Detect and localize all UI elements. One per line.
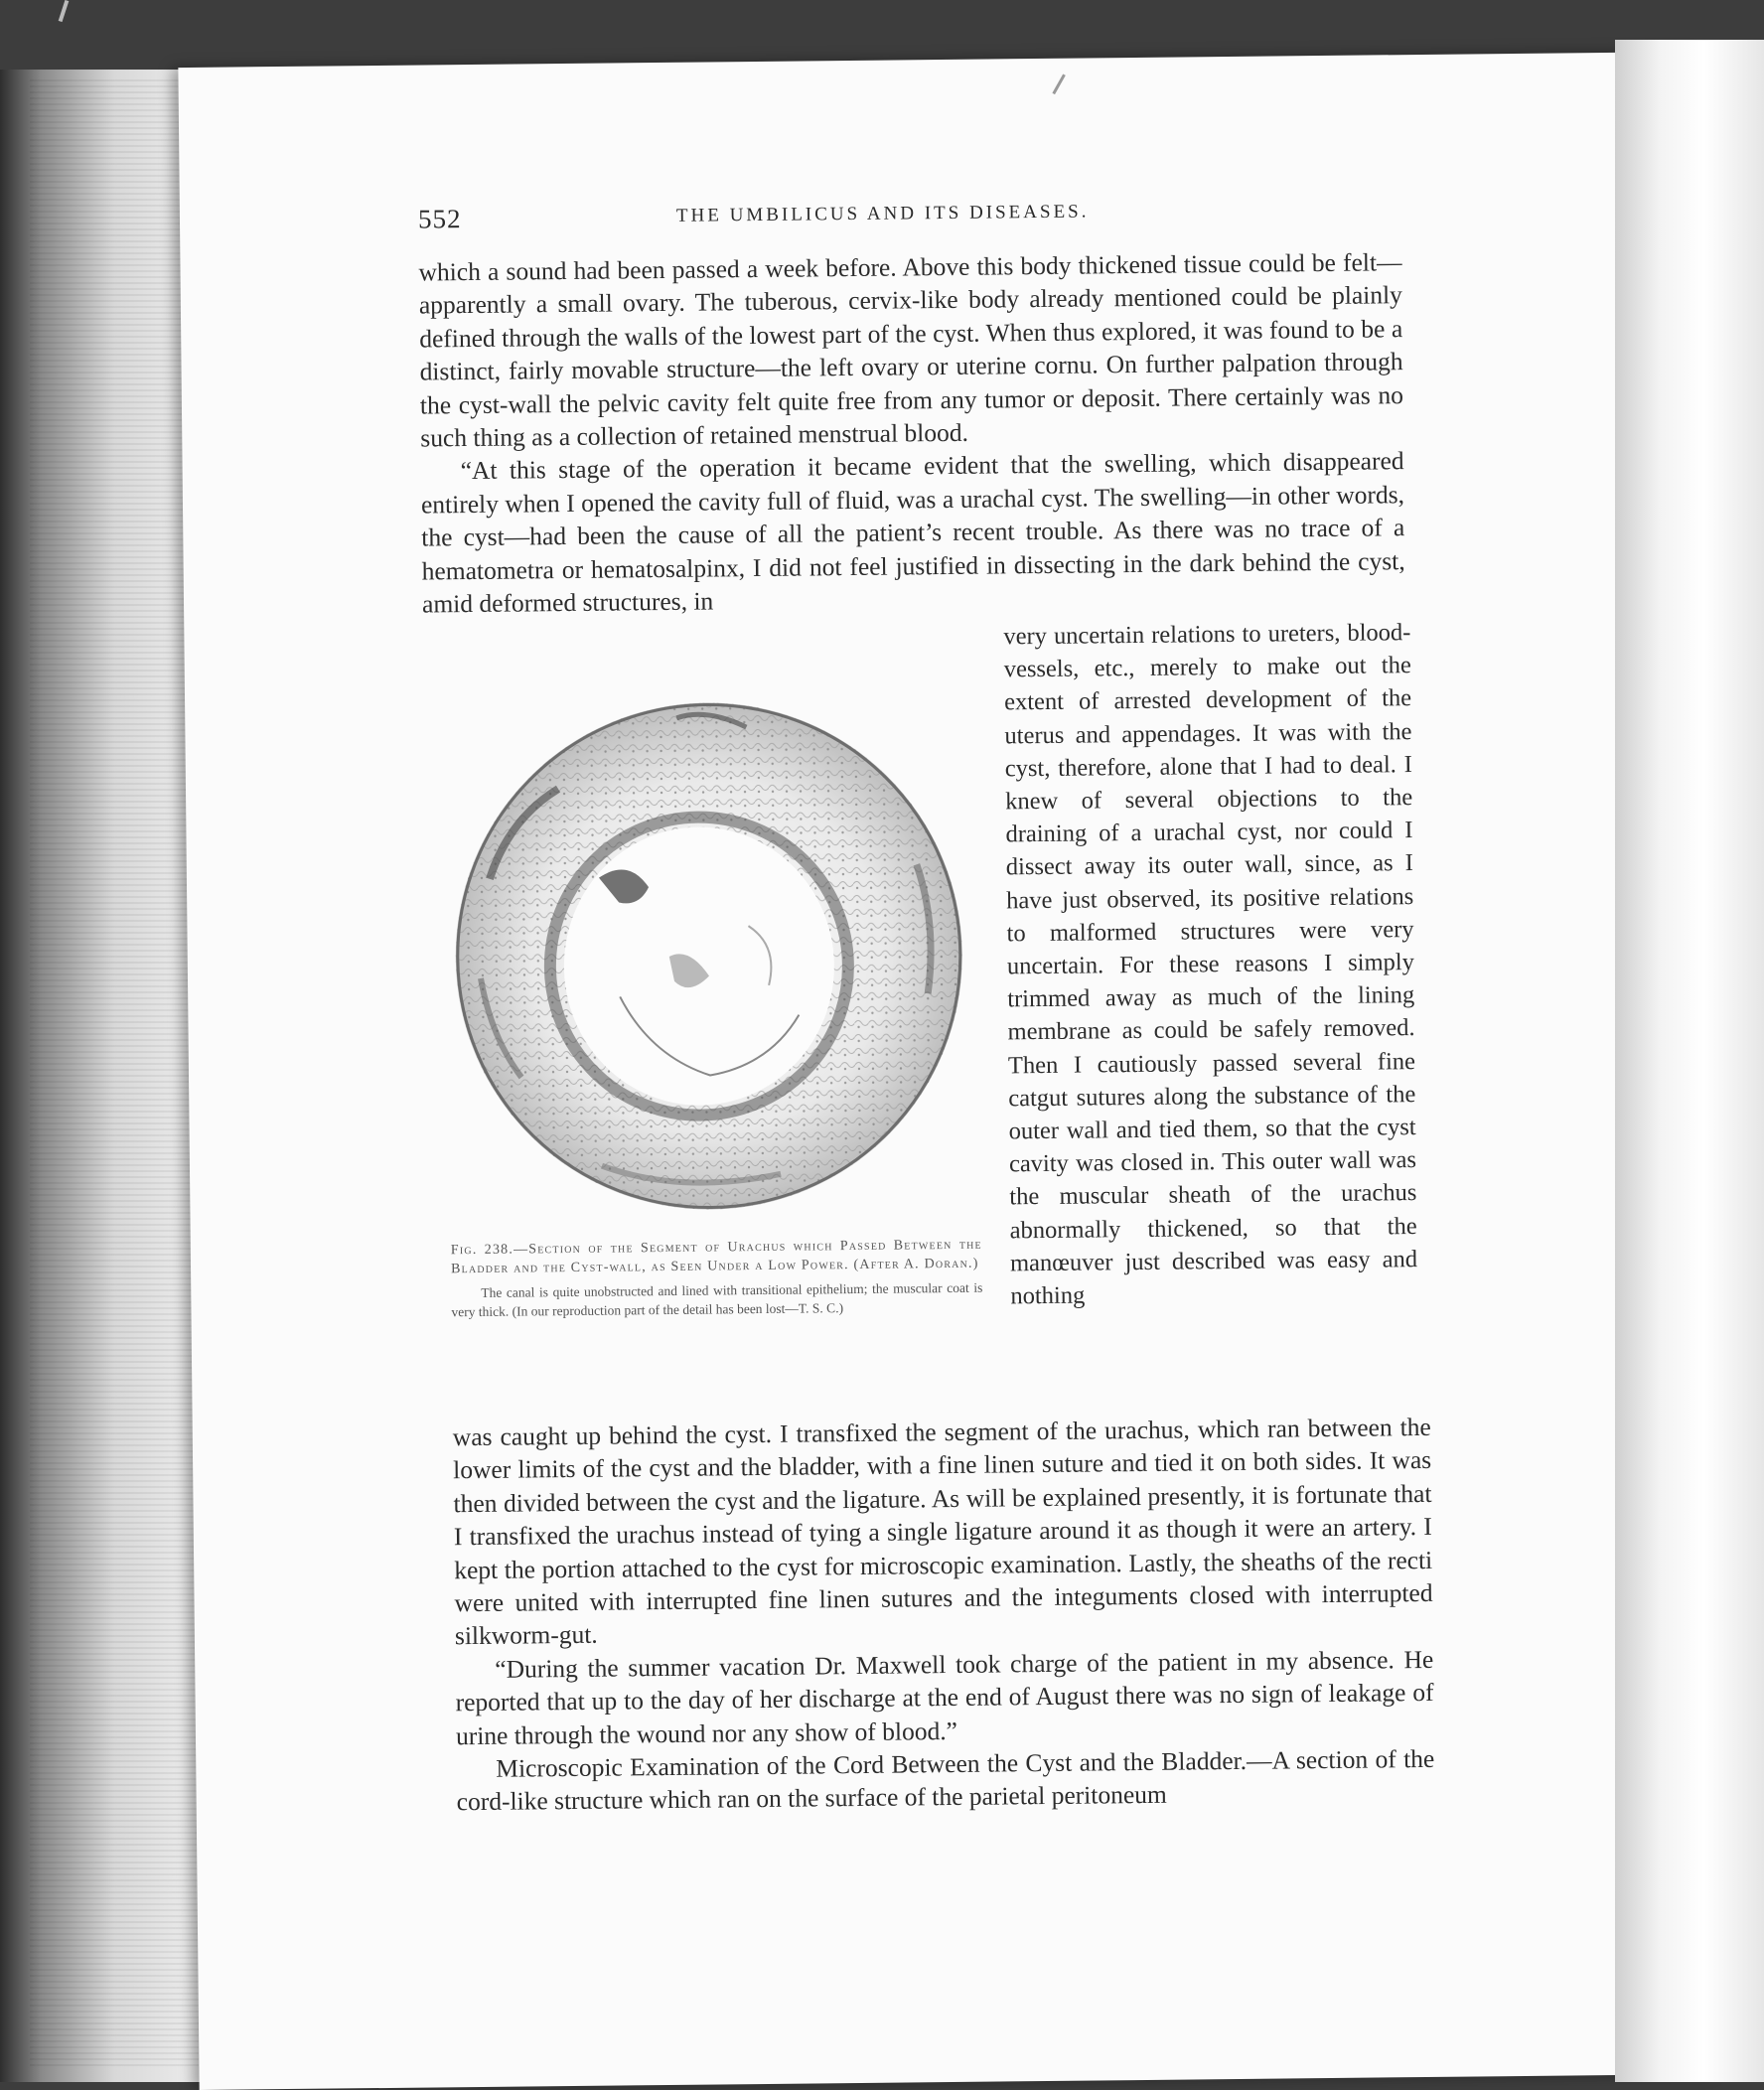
page-header [418,194,1441,244]
paragraph: was caught up behind the cyst. I transfixed the segment of the urachus, which ran between the lower limits of the cyst and the bladder, with a fine linen suture and tied it on both sides. It was then divided between the cyst and the ligature. As will be explained presently, it is fortunate that I transfixed the urachus instead of tying a single ligature around it as though it were an artery. I kept the portion attached to the cyst for microscopic examination. Lastly, the sheaths of the recti were united with interrupted fine linen sutures and the integuments closed with interrupted silkworm-gut. [452,1412,1433,1651]
paragraph: Microscopic Examination of the Cord Between the Cyst and the Bladder.—A section of the cord-like structure which ran on the surface of the parietal peritoneum [456,1743,1435,1817]
paragraph: very uncertain relations to ureters, blood-vessels, etc., merely to make out the extent of arrested development of the uterus and appendages. It was with the cyst, therefore, alone that I had to deal. I knew of several objections to the draining of a urachal cyst, nor could I dissect away its outer wall, since, as I have just observed, its positive relations to malformed structures were very uncertain. For these reasons I simply trimmed away as much of the lining membrane as could be safely removed. Then I cautiously passed several fine catgut sutures along the substance of the outer wall and tied them, so that the cyst cavity was closed in. This outer wall was the muscular sheath of the urachus abnormally thickened, so that the manœuver just described was easy and nothing [1003,619,1418,1310]
page-number: 552 [417,204,462,234]
figure-micrograph [448,695,969,1217]
scan-mark [59,0,70,22]
paragraph: “During the summer vacation Dr. Maxwell took charge of the patient in my absence. He reported that up to the day of her discharge at the end of August there was no sign of leakage of urine through the wound nor any show of blood.” [455,1644,1434,1750]
caption-note: The canal is quite unobstructed and lined with transitional epithelium; the muscular coat is very thick. (In our reproduction part of the detail has been lost—T. S. C.) [451,1279,983,1319]
facing-page-edge [1615,40,1764,2082]
caption-title: Fig. 238.—Section of the Segment of Urachus which Passed Between the Bladder and the Cyst-wall, as Seen Under a Low Power. (After A. Doran.) [450,1237,982,1276]
micrograph-image [448,695,969,1217]
figure-caption [451,1237,983,1328]
book-page [178,52,1718,2090]
text-block-top [418,245,1405,621]
page-stack-lines [30,79,199,2066]
running-title: THE UMBILICUS AND ITS DISEASES. [675,201,1090,226]
scan-mark [1052,74,1065,94]
paragraph: which a sound had been passed a week before. Above this body thickened tissue could be felt—apparently a small ovary. The tuberous, cervix-like body already mentioned could be plainly defined through the walls of the lowest part of the cyst. When thus explored, it was found to be a distinct, fairly movable structure—the left ovary or uterine cornu. On further palpation through the cyst-wall the pelvic cavity felt quite free from any tumor or deposit. There certainly was no such thing as a collection of retained menstrual blood. [418,247,1404,453]
text-block-bottom [453,1411,1435,1819]
paragraph: “At this stage of the operation it became evident that the swelling, which disappeared entirely when I opened the cavity full of fluid, was a urachal cyst. The swelling—in other words, the cyst—had been the cause of all the patient’s recent trouble. As there was no trace of a hematometra or hematosalpinx, I did not feel justified in dissecting in the dark behind the cyst, amid deformed structures, in [420,446,1405,619]
text-beside-figure [1003,616,1417,1313]
